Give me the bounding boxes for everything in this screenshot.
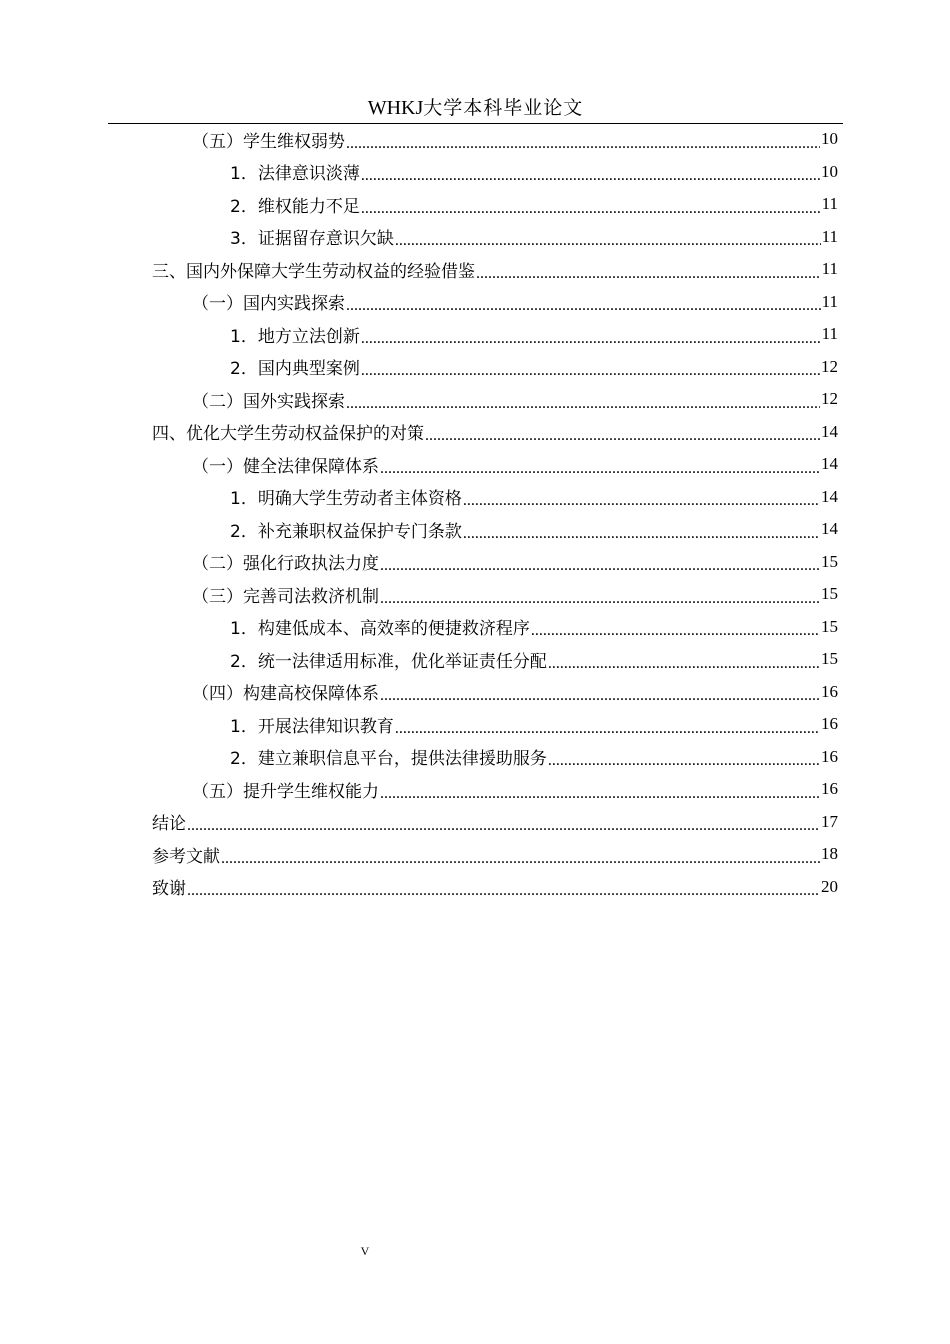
toc-entry-page: 15 [821,616,838,636]
toc-entry-title: 2．维权能力不足 [230,196,360,217]
toc-leader-dots [187,886,820,903]
toc-entry-page: 15 [821,649,838,669]
toc-entry-page: 16 [821,746,838,766]
toc-entry[interactable] [152,676,838,709]
toc-entry[interactable] [152,221,838,254]
toc-leader-dots [346,139,820,156]
toc-entry-page: 11 [821,291,838,311]
toc-leader-dots [395,724,820,741]
page-number: V [360,1244,370,1258]
toc-entry-title: （二）国外实践探索 [192,391,345,412]
toc-entry[interactable] [152,546,838,579]
toc-entry-page: 11 [821,194,838,214]
toc-leader-dots [380,789,820,806]
toc-entry[interactable] [152,481,838,514]
toc-entry-page: 12 [821,389,838,409]
toc-entry-title: （五）学生维权弱势 [192,131,345,152]
toc-entry-title: （三）完善司法救济机制 [192,586,379,607]
toc-entry-page: 15 [821,584,838,604]
toc-leader-dots [548,659,820,676]
toc-entry-title: 2．统一法律适用标准，优化举证责任分配 [230,651,547,672]
toc-entry-page: 11 [821,324,838,344]
toc-leader-dots [361,171,820,188]
page-header [108,96,843,120]
toc-leader-dots [380,594,820,611]
toc-entry-title: （二）强化行政执法力度 [192,554,379,575]
toc-leader-dots [361,366,820,383]
toc-leader-dots [476,269,821,286]
toc-entry[interactable] [152,643,838,676]
toc-entry[interactable] [152,741,838,774]
toc-entry-title: （四）构建高校保障体系 [192,684,379,705]
toc-entry-title: 1．明确大学生劳动者主体资格 [230,489,462,510]
toc-entry-title: 1．开展法律知识教育 [230,716,394,737]
toc-entry-title: （一）健全法律保障体系 [192,456,379,477]
toc-entry-page: 17 [821,811,838,831]
table-of-contents [152,123,838,903]
toc-entry[interactable] [152,383,838,416]
toc-entry-page: 11 [821,259,838,279]
toc-entry-title: 三、国内外保障大学生劳动权益的经验借鉴 [152,261,475,282]
toc-entry-page: 16 [821,681,838,701]
toc-entry-title: 参考文献 [152,846,220,867]
toc-entry[interactable] [152,806,838,839]
toc-leader-dots [531,626,820,643]
toc-entry-title: 致谢 [152,879,186,900]
toc-entry-page: 14 [821,486,838,506]
toc-leader-dots [361,204,821,221]
toc-entry-title: 1．构建低成本、高效率的便捷救济程序 [230,619,530,640]
toc-entry-page: 10 [821,161,838,181]
toc-entry[interactable] [152,123,838,156]
toc-entry[interactable] [152,188,838,221]
toc-leader-dots [221,854,820,871]
toc-entry[interactable] [152,286,838,319]
toc-entry[interactable] [152,448,838,481]
toc-entry[interactable] [152,578,838,611]
header-title: 大学本科毕业论文 [423,97,584,119]
toc-entry-page: 11 [821,226,838,246]
toc-leader-dots [395,236,821,253]
toc-entry[interactable] [152,708,838,741]
toc-leader-dots [548,756,820,773]
toc-leader-dots [187,821,820,838]
toc-entry-page: 20 [821,876,838,896]
toc-entry-title: 2．建立兼职信息平台，提供法律援助服务 [230,749,547,770]
toc-entry-title: 2．国内典型案例 [230,359,360,380]
toc-entry-page: 16 [821,714,838,734]
toc-entry[interactable] [152,871,838,904]
toc-entry[interactable] [152,838,838,871]
toc-entry-page: 14 [821,454,838,474]
toc-entry-page: 18 [821,844,838,864]
toc-entry-title: 1．地方立法创新 [230,326,360,347]
toc-leader-dots [346,301,821,318]
toc-entry-title: 四、优化大学生劳动权益保护的对策 [152,424,424,445]
toc-leader-dots [425,431,820,448]
toc-leader-dots [346,399,820,416]
toc-entry-title: 3．证据留存意识欠缺 [230,229,394,250]
toc-leader-dots [380,561,820,578]
toc-entry-page: 12 [821,356,838,376]
toc-entry[interactable] [152,253,838,286]
toc-entry-title: 1．法律意识淡薄 [230,164,360,185]
toc-entry[interactable] [152,513,838,546]
toc-entry[interactable] [152,318,838,351]
toc-entry-page: 14 [821,421,838,441]
toc-entry-page: 15 [821,551,838,571]
toc-entry[interactable] [152,351,838,384]
toc-entry-page: 16 [821,779,838,799]
toc-entry-page: 10 [821,129,838,149]
toc-entry[interactable] [152,773,838,806]
toc-leader-dots [463,529,820,546]
toc-entry[interactable] [152,156,838,189]
toc-leader-dots [463,496,820,513]
header-latin: WHKJ [367,97,424,119]
toc-entry-title: （五）提升学生维权能力 [192,781,379,802]
toc-entry-title: 2．补充兼职权益保护专门条款 [230,521,462,542]
toc-entry[interactable] [152,611,838,644]
toc-leader-dots [361,334,821,351]
toc-entry-title: （一）国内实践探索 [192,294,345,315]
toc-entry[interactable] [152,416,838,449]
toc-leader-dots [380,691,820,708]
toc-entry-title: 结论 [152,814,186,835]
toc-entry-page: 14 [821,519,838,539]
toc-leader-dots [380,464,820,481]
